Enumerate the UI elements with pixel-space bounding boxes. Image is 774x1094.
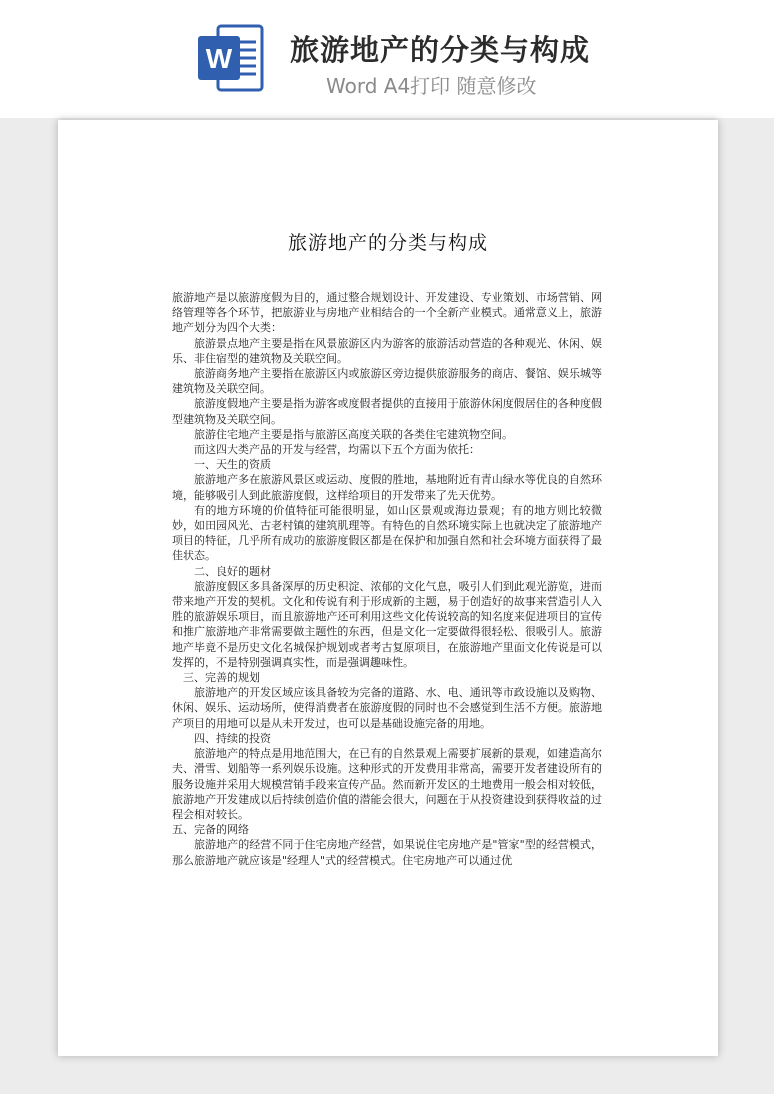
document-paragraph: 旅游商务地产主要指在旅游区内或旅游区旁边提供旅游服务的商店、餐馆、娱乐城等建筑物及关联空间。 [172,367,602,396]
document-paragraph: 四、持续的投资 [194,731,271,745]
header-title: 旅游地产的分类与构成 [290,33,591,67]
document-paragraph: 旅游地产多在旅游风景区或运动、度假的胜地，基地附近有青山绿水等优良的自然环境，能够吸引人到此旅游度假，这样给项目的开发带来了先天优势。 [172,473,602,502]
document-paragraph: 有的地方环境的价值特征可能很明显，如山区景观或海边景观；有的地方则比较微妙，如田园风光、古老村镇的建筑肌理等。有特色的自然环境实际上也就决定了旅游地产项目的特征，几乎所有成功的旅游度假区都是在保护和加强自然和社会环境方面获得了最佳状态。 [172,503,602,563]
document-page [58,120,718,1056]
document-paragraph: 旅游度假地产主要是指为游客或度假者提供的直接用于旅游休闲度假居住的各种度假型建筑物及关联空间。 [172,397,602,426]
document-paragraph: 旅游地产是以旅游度假为目的，通过整合规划设计、开发建设、专业策划、市场营销、网络管理等各个环节，把旅游业与房地产业相结合的一个全新产业模式。通常意义上，旅游地产划分为四个大类： [172,291,602,335]
document-paragraph: 旅游地产的特点是用地范围大，在已有的自然景观上需要扩展新的景观，如建造高尔夫、滑雪、划船等一系列娱乐设施。这种形式的开发费用非常高，需要开发者建设所有的服务设施并采用大规模营销手段来宣传产品。然而新开发区的土地费用一般会相对较低，旅游地产开发建成以后持续创造价值的潜能会很大，问题在于从投资建设到获得收益的过程会相对较长。 [172,747,602,821]
word-document-icon [196,22,266,94]
document-paragraph: 旅游地产的经营不同于住宅房地产经营，如果说住宅房地产是"管家"型的经营模式，那么旅游地产就应该是"经理人"式的经营模式。住宅房地产可以通过优 [172,838,602,867]
document-paragraph: 一、天生的资质 [194,458,271,472]
document-paragraph: 旅游地产的开发区域应该具备较为完备的道路、水、电、通讯等市政设施以及购物、休闲、娱乐、运动场所，使得消费者在旅游度假的同时也不会感觉到生活不方便。旅游地产项目的用地可以是从未开发过，也可以是基础设施完备的用地。 [172,686,602,730]
document-paragraph: 五、完备的网络 [172,823,249,837]
document-paragraph: 旅游景点地产主要是指在风景旅游区内为游客的旅游活动营造的各种观光、休闲、娱乐、非住宿型的建筑物及关联空间。 [172,336,602,365]
document-paragraph: 旅游住宅地产主要是指与旅游区高度关联的各类住宅建筑物空间。 [194,427,513,441]
document-paragraph: 而这四大类产品的开发与经营，均需以下五个方面为依托： [194,443,480,457]
document-paragraph: 三、完善的规划 [183,671,260,685]
page-header [0,0,774,118]
document-paragraph: 旅游度假区多具备深厚的历史积淀、浓郁的文化气息，吸引人们到此观光游览，进而带来地产开发的契机。文化和传说有利于形成新的主题，易于创造好的故事来营造引人入胜的旅游娱乐项目，而且旅游地产还可利用这些文化传说较高的知名度来促进项目的宣传和推广旅游地产非常需要做主题性的东西，但是文化一定要做得很轻松、很吸引人。旅游地产毕竟不是历史文化名城保护规划或者考古复原项目，在旅游地产里面文化传说是可以发挥的，不是特别强调真实性，而是强调趣味性。 [172,579,602,669]
header-subtitle: Word A4打印 随意修改 [326,74,537,98]
svg-text:W: W [205,43,233,74]
document-title: 旅游地产的分类与构成 [287,232,488,254]
document-paragraph: 二、良好的题材 [194,564,271,578]
document-body [172,290,602,868]
